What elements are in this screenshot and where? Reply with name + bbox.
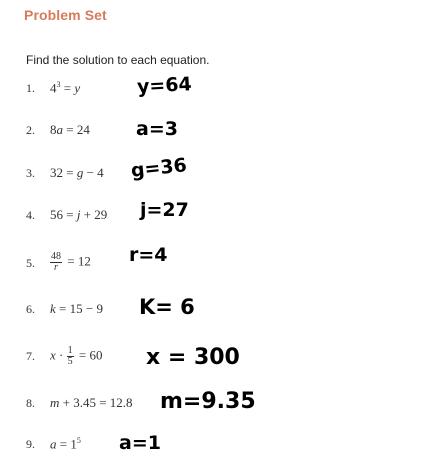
problem-number: 9. — [26, 437, 35, 451]
problem-row-8 — [0, 390, 444, 420]
fraction: $\frac{1}{5}$ — [67, 345, 73, 367]
problem-row-7 — [0, 341, 444, 371]
problem-row-6 — [0, 296, 444, 326]
instructions-text: Find the solution to each equation. — [26, 53, 210, 67]
problem-number: 1. — [26, 81, 35, 95]
problem-equation: 32 = g − 4 — [50, 165, 104, 180]
fraction: $\frac{48}{r}$ — [51, 251, 61, 273]
problem-row-5 — [0, 244, 444, 277]
problem-number: 7. — [26, 349, 35, 363]
handwritten-answer: K= 6 — [139, 295, 195, 319]
problem-equation: k = 15 − 9 — [50, 301, 103, 316]
problem-equation: x · $\frac{1}{5}$ = 60 — [50, 345, 103, 367]
problem-row-2 — [0, 117, 444, 147]
problem-row-1 — [0, 75, 444, 105]
problem-equation: $a = 1^5$ — [50, 436, 81, 452]
problem-number: 2. — [26, 123, 35, 137]
problem-row-3 — [0, 154, 444, 190]
handwritten-answer: a=1 — [119, 432, 161, 454]
problem-number: 8. — [26, 396, 35, 410]
page-title: Problem Set — [24, 7, 107, 23]
handwritten-answer: m=9.35 — [160, 389, 256, 414]
problem-row-9 — [0, 431, 444, 461]
handwritten-answer: j=27 — [140, 199, 189, 221]
problem-equation: $\frac{48}{r}$ = 12 — [51, 251, 91, 273]
problem-row-4 — [0, 199, 444, 232]
problem-equation: 8a = 24 — [50, 122, 90, 137]
problem-equation: 56 = j + 29 — [50, 207, 108, 222]
handwritten-answer: r=4 — [129, 244, 168, 266]
handwritten-answer: x = 300 — [146, 345, 240, 370]
problem-number: 3. — [26, 166, 35, 180]
handwritten-answer: a=3 — [136, 118, 178, 140]
problem-equation: $4^3 = y$ — [50, 80, 81, 96]
handwritten-answer: y=64 — [136, 73, 193, 98]
problem-number: 4. — [26, 208, 35, 222]
problem-equation: m + 3.45 = 12.8 — [50, 395, 133, 410]
handwritten-answer: g=36 — [129, 154, 188, 182]
problem-number: 6. — [26, 302, 35, 316]
problem-number: 5. — [26, 256, 35, 270]
